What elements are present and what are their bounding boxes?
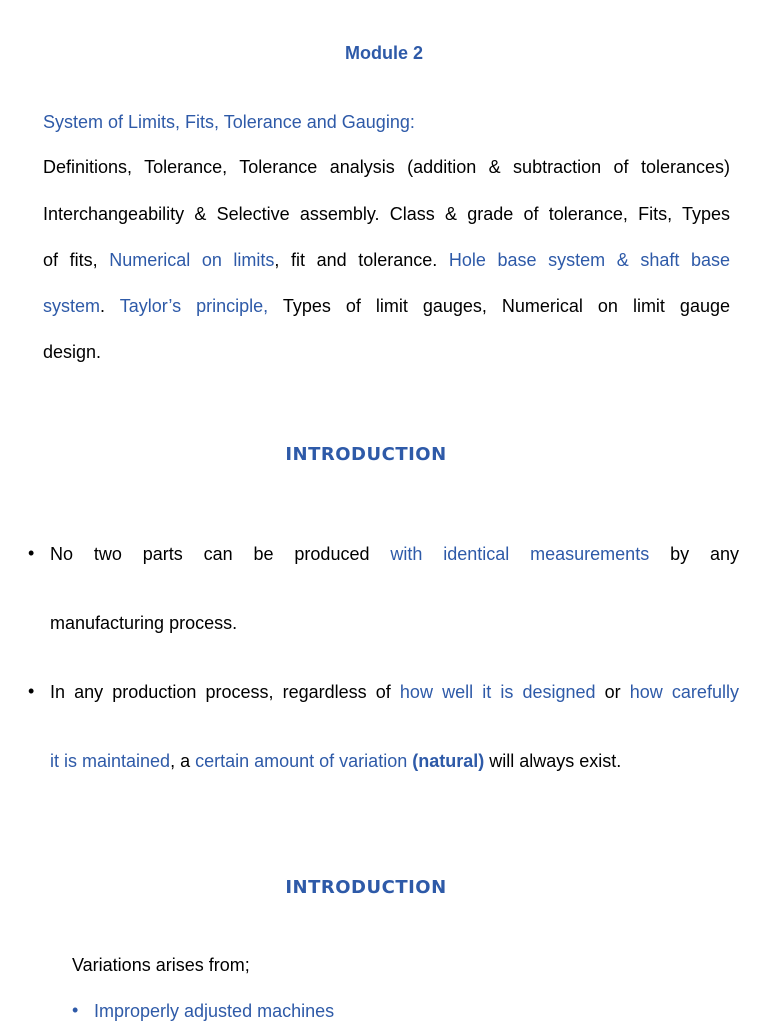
sub-bullet-text: Improperly adjusted machines (94, 1001, 335, 1021)
section-1-title: INTRODUCTION (285, 444, 447, 465)
bullet-2-line-2: it is maintained, a certain amount of variation (natural) will always exist. (50, 751, 622, 771)
bullet-2-line-1: In any production process, regardless of how well it is designed or how carefully (50, 682, 739, 702)
syllabus-line-5: design. (43, 342, 102, 362)
sub-bullet-marker: • (72, 1000, 79, 1020)
bullet-1-line-2: manufacturing process. (50, 613, 238, 633)
hole-shaft-system-text: Hole base system & shaft base (448, 250, 730, 270)
module-title: Module 2 (344, 43, 423, 63)
bullet-2-marker: • (28, 681, 35, 701)
bullet-1-line-1: No two parts can be produced with identical measurements by any (50, 544, 739, 564)
syllabus-line-2: Interchangeability & Selective assembly. Class & grade of tolerance, Fits, Types (43, 204, 730, 224)
syllabus-line-1: Definitions, Tolerance, Tolerance analysis (addition & subtraction of tolerances) (43, 157, 730, 177)
bullet-1-marker: • (28, 543, 35, 563)
section-2-title: INTRODUCTION (285, 877, 447, 898)
syllabus-line-3: of fits, Numerical on limits, fit and tolerance. Hole base system & shaft base (43, 250, 730, 270)
syllabus-line-4: system. Taylor’s principle, Types of limit gauges, Numerical on limit gauge (43, 296, 730, 316)
taylor-principle-text: Taylor’s principle, (119, 296, 269, 316)
numerical-limits-link: Numerical on limits (109, 250, 275, 270)
syllabus-heading: System of Limits, Fits, Tolerance and Gauging: (43, 112, 415, 132)
variations-label: Variations arises from; (72, 955, 250, 975)
